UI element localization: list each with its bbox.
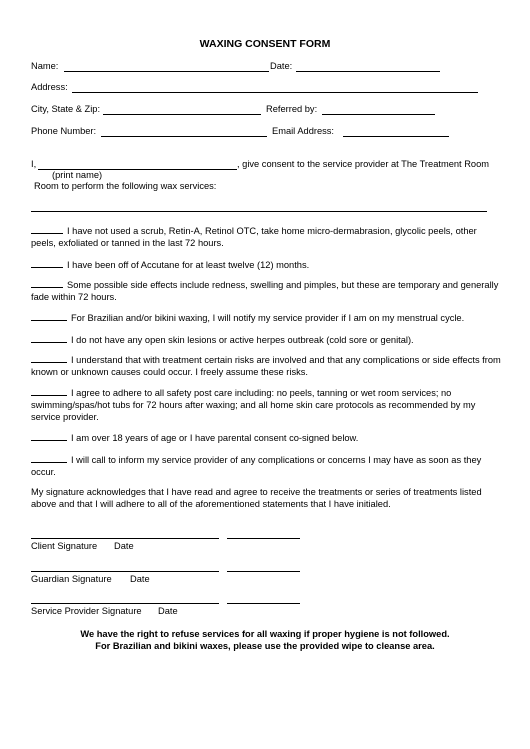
client-date-field[interactable]	[227, 538, 300, 539]
initials-field-3[interactable]	[31, 278, 63, 288]
city-state-zip-label: City, State & Zip:	[31, 104, 101, 114]
statement-6	[31, 353, 501, 378]
provider-signature-field[interactable]	[31, 603, 219, 604]
statement-5-text: I do not have any open skin lesions or active herpes outbreak (cold sore or genital).	[71, 335, 414, 345]
statement-8	[31, 431, 501, 444]
consent-suffix: , give consent to the service provider at The Treatment Room	[237, 159, 490, 169]
guardian-signature-field[interactable]	[31, 571, 219, 572]
initials-field-1[interactable]	[31, 224, 63, 234]
statement-4-text: For Brazilian and/or bikini waxing, I will notify my service provider if I am on my menstrual cycle.	[71, 313, 465, 323]
name-field[interactable]	[64, 71, 269, 72]
email-field[interactable]	[343, 136, 449, 137]
client-date-label: Date	[114, 541, 134, 551]
statement-9	[31, 453, 501, 478]
form-title: WAXING CONSENT FORM	[199, 38, 331, 50]
initials-field-5[interactable]	[31, 333, 67, 343]
print-name-caption: (print name)	[52, 170, 103, 180]
provider-date-label: Date	[158, 606, 178, 616]
statement-2	[31, 258, 501, 271]
statement-1-text: I have not used a scrub, Retin-A, Retinol OTC, take home micro-dermabrasion, glycolic peels, other peels, exfoliated or tanned in the last 72 hours.	[31, 226, 477, 248]
referred-by-label: Referred by:	[266, 104, 318, 114]
referred-by-field[interactable]	[322, 114, 435, 115]
client-signature-field[interactable]	[31, 538, 219, 539]
phone-field[interactable]	[101, 136, 267, 137]
statement-5	[31, 333, 501, 346]
provider-signature-label: Service Provider Signature	[31, 606, 142, 616]
statement-2-text: I have been off of Accutane for at least twelve (12) months.	[67, 260, 310, 270]
initials-field-2[interactable]	[31, 258, 63, 268]
name-label: Name:	[31, 61, 59, 71]
address-field[interactable]	[72, 92, 478, 93]
initials-field-8[interactable]	[31, 431, 67, 441]
address-label: Address:	[31, 82, 68, 92]
statement-9-text: I will call to inform my service provider of any complications or concerns I may have as soon as they occur.	[31, 455, 482, 477]
client-signature-label: Client Signature	[31, 541, 98, 551]
statement-1	[31, 224, 501, 249]
acknowledgement: My signature acknowledges that I have read and agree to receive the treatments or series of treatments listed above and that I will adhere to all of the aforementioned statements that I have initialed.	[31, 487, 482, 509]
statement-8-text: I am over 18 years of age or I have parental consent co-signed below.	[71, 433, 359, 443]
city-state-zip-field[interactable]	[103, 114, 261, 115]
email-label: Email Address:	[272, 126, 335, 136]
statement-3	[31, 278, 501, 303]
footer-hygiene-notice: We have the right to refuse services for all waxing if proper hygiene is not followed.	[80, 629, 450, 639]
guardian-signature-label: Guardian Signature	[31, 574, 112, 584]
guardian-date-field[interactable]	[227, 571, 300, 572]
consent-prefix: I,	[31, 159, 37, 169]
statement-6-text: I understand that with treatment certain risks are involved and that any complications or side effects from known or unknown causes could occur. I freely assume these risks.	[31, 355, 501, 377]
statement-7	[31, 386, 501, 423]
date-field[interactable]	[296, 71, 440, 72]
initials-field-6[interactable]	[31, 353, 67, 363]
provider-date-field[interactable]	[227, 603, 300, 604]
consent-line2: Room to perform the following wax services:	[34, 181, 217, 191]
statement-3-text: Some possible side effects include redness, swelling and pimples, but these are temporary and generally fade within 72 hours.	[31, 280, 499, 302]
statement-4	[31, 311, 501, 324]
footer-wipe-notice: For Brazilian and bikini waxes, please use the provided wipe to cleanse area.	[95, 641, 435, 651]
initials-field-9[interactable]	[31, 453, 67, 463]
statement-7-text: I agree to adhere to all safety post care including: no peels, tanning or wet room services; no swimming/spas/hot tubs for 72 hours after waxing; and all home skin care protocols as recommended by my service provider.	[31, 388, 476, 422]
wax-services-field[interactable]	[31, 211, 487, 212]
initials-field-7[interactable]	[31, 386, 67, 396]
initials-field-4[interactable]	[31, 311, 67, 321]
guardian-date-label: Date	[130, 574, 150, 584]
phone-label: Phone Number:	[31, 126, 97, 136]
date-label: Date:	[270, 61, 293, 71]
